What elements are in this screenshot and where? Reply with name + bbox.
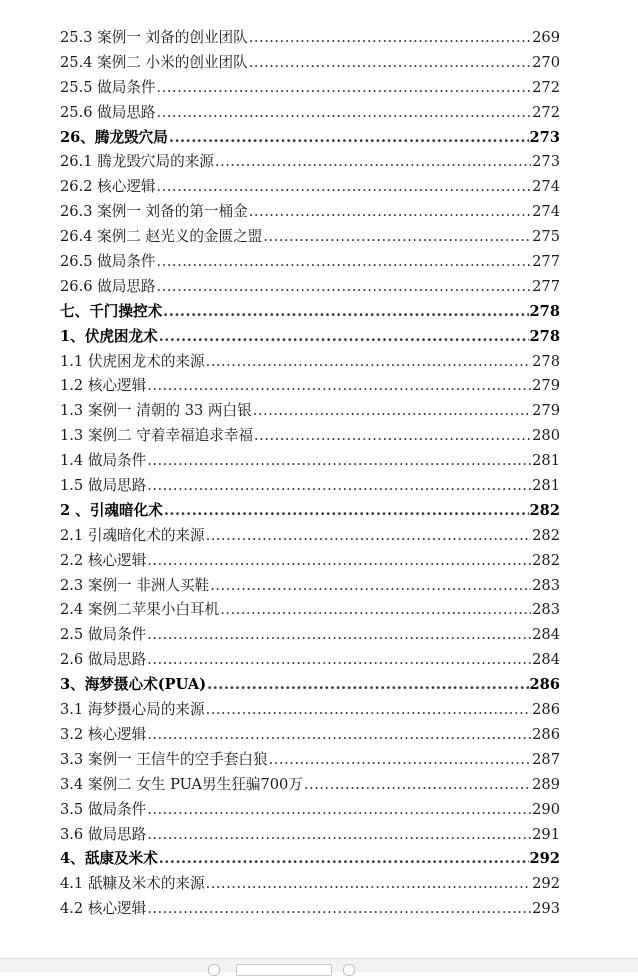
toc-entry-page-number: 290	[532, 800, 560, 818]
toc-entry[interactable]	[60, 823, 560, 848]
toc-entry-page-number: 282	[529, 501, 560, 519]
toc-dot-leader	[253, 399, 531, 424]
toc-dot-leader	[254, 424, 531, 449]
toc-entry-title: 1、伏虎困龙术	[60, 327, 158, 345]
toc-dot-leader	[159, 325, 529, 350]
toc-entry-title: 26.3 案例一 刘备的第一桶金	[60, 203, 248, 221]
toc-entry-title: 26.2 核心逻辑	[60, 178, 156, 196]
toc-entry[interactable]	[60, 798, 560, 823]
toc-entry-title: 26.4 案例二 赵光义的金匮之盟	[60, 228, 263, 246]
toc-entry-title: 1.2 核心逻辑	[60, 377, 147, 395]
toc-dot-leader	[215, 150, 531, 175]
toc-entry-page-number: 289	[532, 775, 560, 793]
toc-entry-title: 1.4 做局条件	[60, 452, 147, 470]
toc-dot-leader	[207, 673, 528, 698]
page-number-input[interactable]	[236, 964, 332, 976]
toc-entry[interactable]	[60, 399, 560, 424]
toc-entry-page-number: 278	[529, 327, 560, 345]
toc-entry-page-number: 286	[529, 676, 560, 694]
toc-entry-page-number: 284	[532, 626, 560, 644]
toc-entry-page-number: 275	[532, 228, 560, 246]
toc-entry-page-number: 292	[532, 875, 560, 893]
toc-entry[interactable]	[60, 773, 560, 798]
next-page-button[interactable]	[343, 964, 355, 976]
toc-entry[interactable]	[60, 449, 560, 474]
toc-entry-page-number: 279	[532, 377, 560, 395]
toc-entry-title: 3、海梦摄心术(PUA)	[60, 676, 207, 694]
toc-entry-title: 4、舐康及米术	[60, 850, 158, 868]
toc-entry-title: 2.5 做局条件	[60, 626, 147, 644]
toc-entry[interactable]	[60, 76, 560, 101]
toc-dot-leader	[249, 51, 531, 76]
toc-entry-title: 26.1 腾龙毁穴局的来源	[60, 153, 214, 171]
toc-dot-leader	[157, 275, 532, 300]
toc-dot-leader	[147, 823, 531, 848]
toc-dot-leader	[206, 524, 532, 549]
toc-dot-leader	[147, 549, 531, 574]
toc-entry-page-number: 272	[532, 78, 560, 96]
toc-entry-title: 七、千门操控术	[60, 302, 163, 320]
toc-entry[interactable]	[60, 598, 560, 623]
toc-entry-page-number: 286	[532, 725, 560, 743]
toc-entry-page-number: 283	[532, 576, 560, 594]
toc-dot-leader	[147, 623, 531, 648]
toc-entry[interactable]	[60, 275, 560, 300]
toc-entry-title: 25.6 做局思路	[60, 103, 156, 121]
toc-entry-page-number: 291	[532, 825, 560, 843]
toc-entry-page-number: 279	[532, 402, 560, 420]
toc-entry-title: 3.4 案例二 女生 PUA男生狂骗700万	[60, 775, 303, 793]
toc-dot-leader	[206, 698, 532, 723]
toc-dot-leader	[164, 499, 529, 524]
toc-entry-title: 2.2 核心逻辑	[60, 551, 147, 569]
toc-entry[interactable]	[60, 474, 560, 499]
toc-dot-leader	[304, 773, 531, 798]
toc-entry[interactable]	[60, 51, 560, 76]
toc-entry-page-number: 293	[532, 900, 560, 918]
toc-dot-leader	[249, 26, 531, 51]
toc-entry-page-number: 286	[532, 701, 560, 719]
toc-dot-leader	[159, 847, 529, 872]
toc-entry-title: 1.3 案例一 清朝的 33 两白银	[60, 402, 252, 420]
toc-entry-title: 3.3 案例一 王信牛的空手套白狼	[60, 750, 268, 768]
toc-dot-leader	[206, 872, 532, 897]
toc-entry-title: 2 、引魂暗化术	[60, 501, 163, 519]
toc-entry-page-number: 273	[532, 153, 560, 171]
toc-dot-leader	[157, 250, 532, 275]
toc-entry-page-number: 282	[532, 526, 560, 544]
toc-dot-leader	[169, 126, 529, 151]
toc-entry[interactable]	[60, 524, 560, 549]
toc-entry[interactable]	[60, 374, 560, 399]
toc-entry-title: 1.1 伏虎困龙术的来源	[60, 352, 205, 370]
toc-entry[interactable]	[60, 872, 560, 897]
toc-entry-title: 2.1 引魂暗化术的来源	[60, 526, 205, 544]
toc-entry-page-number: 274	[532, 203, 560, 221]
toc-entry[interactable]	[60, 26, 560, 51]
toc-dot-leader	[157, 76, 532, 101]
toc-entry-title: 1.5 做局思路	[60, 477, 147, 495]
toc-entry-page-number: 287	[532, 750, 560, 768]
toc-entry-title: 1.3 案例二 守着幸福追求幸福	[60, 427, 254, 445]
toc-dot-leader	[147, 897, 531, 922]
toc-entry[interactable]	[60, 698, 560, 723]
toc-entry[interactable]	[60, 225, 560, 250]
toc-entry-page-number: 283	[532, 601, 560, 619]
toc-entry-title: 3.6 做局思路	[60, 825, 147, 843]
toc-dot-leader	[249, 200, 531, 225]
toc-entry-page-number: 273	[529, 128, 560, 146]
toc-entry-page-number: 274	[532, 178, 560, 196]
toc-entry-title: 2.3 案例一 非洲人买鞋	[60, 576, 210, 594]
toc-entry[interactable]	[60, 847, 560, 872]
toc-entry-page-number: 281	[532, 452, 560, 470]
toc-entry[interactable]	[60, 300, 560, 325]
toc-entry-title: 3.1 海梦摄心局的来源	[60, 701, 205, 719]
toc-dot-leader	[157, 175, 532, 200]
toc-entry-title: 26.5 做局条件	[60, 253, 156, 271]
toc-dot-leader	[220, 598, 531, 623]
toc-entry[interactable]	[60, 549, 560, 574]
toc-dot-leader	[263, 225, 531, 250]
toc-entry-title: 25.4 案例二 小米的创业团队	[60, 53, 248, 71]
toc-entry-page-number: 277	[532, 253, 560, 271]
toc-entry-title: 26.6 做局思路	[60, 277, 156, 295]
toc-entry[interactable]	[60, 424, 560, 449]
toc-dot-leader	[147, 374, 531, 399]
toc-entry[interactable]	[60, 126, 560, 151]
toc-entry-page-number: 278	[529, 302, 560, 320]
toc-entry-title: 4.2 核心逻辑	[60, 900, 147, 918]
toc-entry[interactable]	[60, 648, 560, 673]
toc-dot-leader	[147, 798, 531, 823]
toc-entry[interactable]	[60, 897, 560, 922]
toc-entry-title: 4.1 舐糠及米术的来源	[60, 875, 205, 893]
toc-dot-leader	[147, 449, 531, 474]
toc-entry-title: 2.4 案例二苹果小白耳机	[60, 601, 220, 619]
toc-entry[interactable]	[60, 350, 560, 375]
table-of-contents	[60, 26, 560, 922]
toc-entry[interactable]	[60, 175, 560, 200]
toc-entry-title: 3.5 做局条件	[60, 800, 147, 818]
toc-entry-title: 3.2 核心逻辑	[60, 725, 147, 743]
toc-entry[interactable]	[60, 748, 560, 773]
toc-entry-title: 2.6 做局思路	[60, 651, 147, 669]
toc-entry[interactable]	[60, 101, 560, 126]
previous-page-button[interactable]	[208, 964, 220, 976]
toc-entry-page-number: 282	[532, 551, 560, 569]
toc-entry[interactable]	[60, 723, 560, 748]
toc-dot-leader	[147, 723, 531, 748]
toc-entry[interactable]	[60, 673, 560, 698]
toc-dot-leader	[157, 101, 532, 126]
toc-dot-leader	[147, 474, 531, 499]
toc-entry[interactable]	[60, 250, 560, 275]
toc-entry-page-number: 270	[532, 53, 560, 71]
toc-entry[interactable]	[60, 499, 560, 524]
toc-entry[interactable]	[60, 574, 560, 599]
toc-dot-leader	[210, 574, 531, 599]
toc-dot-leader	[147, 648, 531, 673]
toc-dot-leader	[269, 748, 532, 773]
toc-entry[interactable]	[60, 325, 560, 350]
toc-entry-page-number: 292	[529, 850, 560, 868]
toc-entry-title: 25.3 案例一 刘备的创业团队	[60, 29, 248, 46]
toc-entry-page-number: 269	[532, 29, 560, 46]
toc-entry[interactable]	[60, 150, 560, 175]
toc-entry-page-number: 284	[532, 651, 560, 669]
toc-entry[interactable]	[60, 623, 560, 648]
toc-entry-title: 26、腾龙毁穴局	[60, 128, 168, 146]
toc-entry-page-number: 281	[532, 477, 560, 495]
toc-dot-leader	[163, 300, 528, 325]
toc-entry-page-number: 278	[532, 352, 560, 370]
toc-entry[interactable]	[60, 200, 560, 225]
toc-entry-page-number: 272	[532, 103, 560, 121]
toc-entry-page-number: 280	[532, 427, 560, 445]
toc-entry-page-number: 277	[532, 277, 560, 295]
toc-entry-title: 25.5 做局条件	[60, 78, 156, 96]
toc-dot-leader	[206, 350, 532, 375]
